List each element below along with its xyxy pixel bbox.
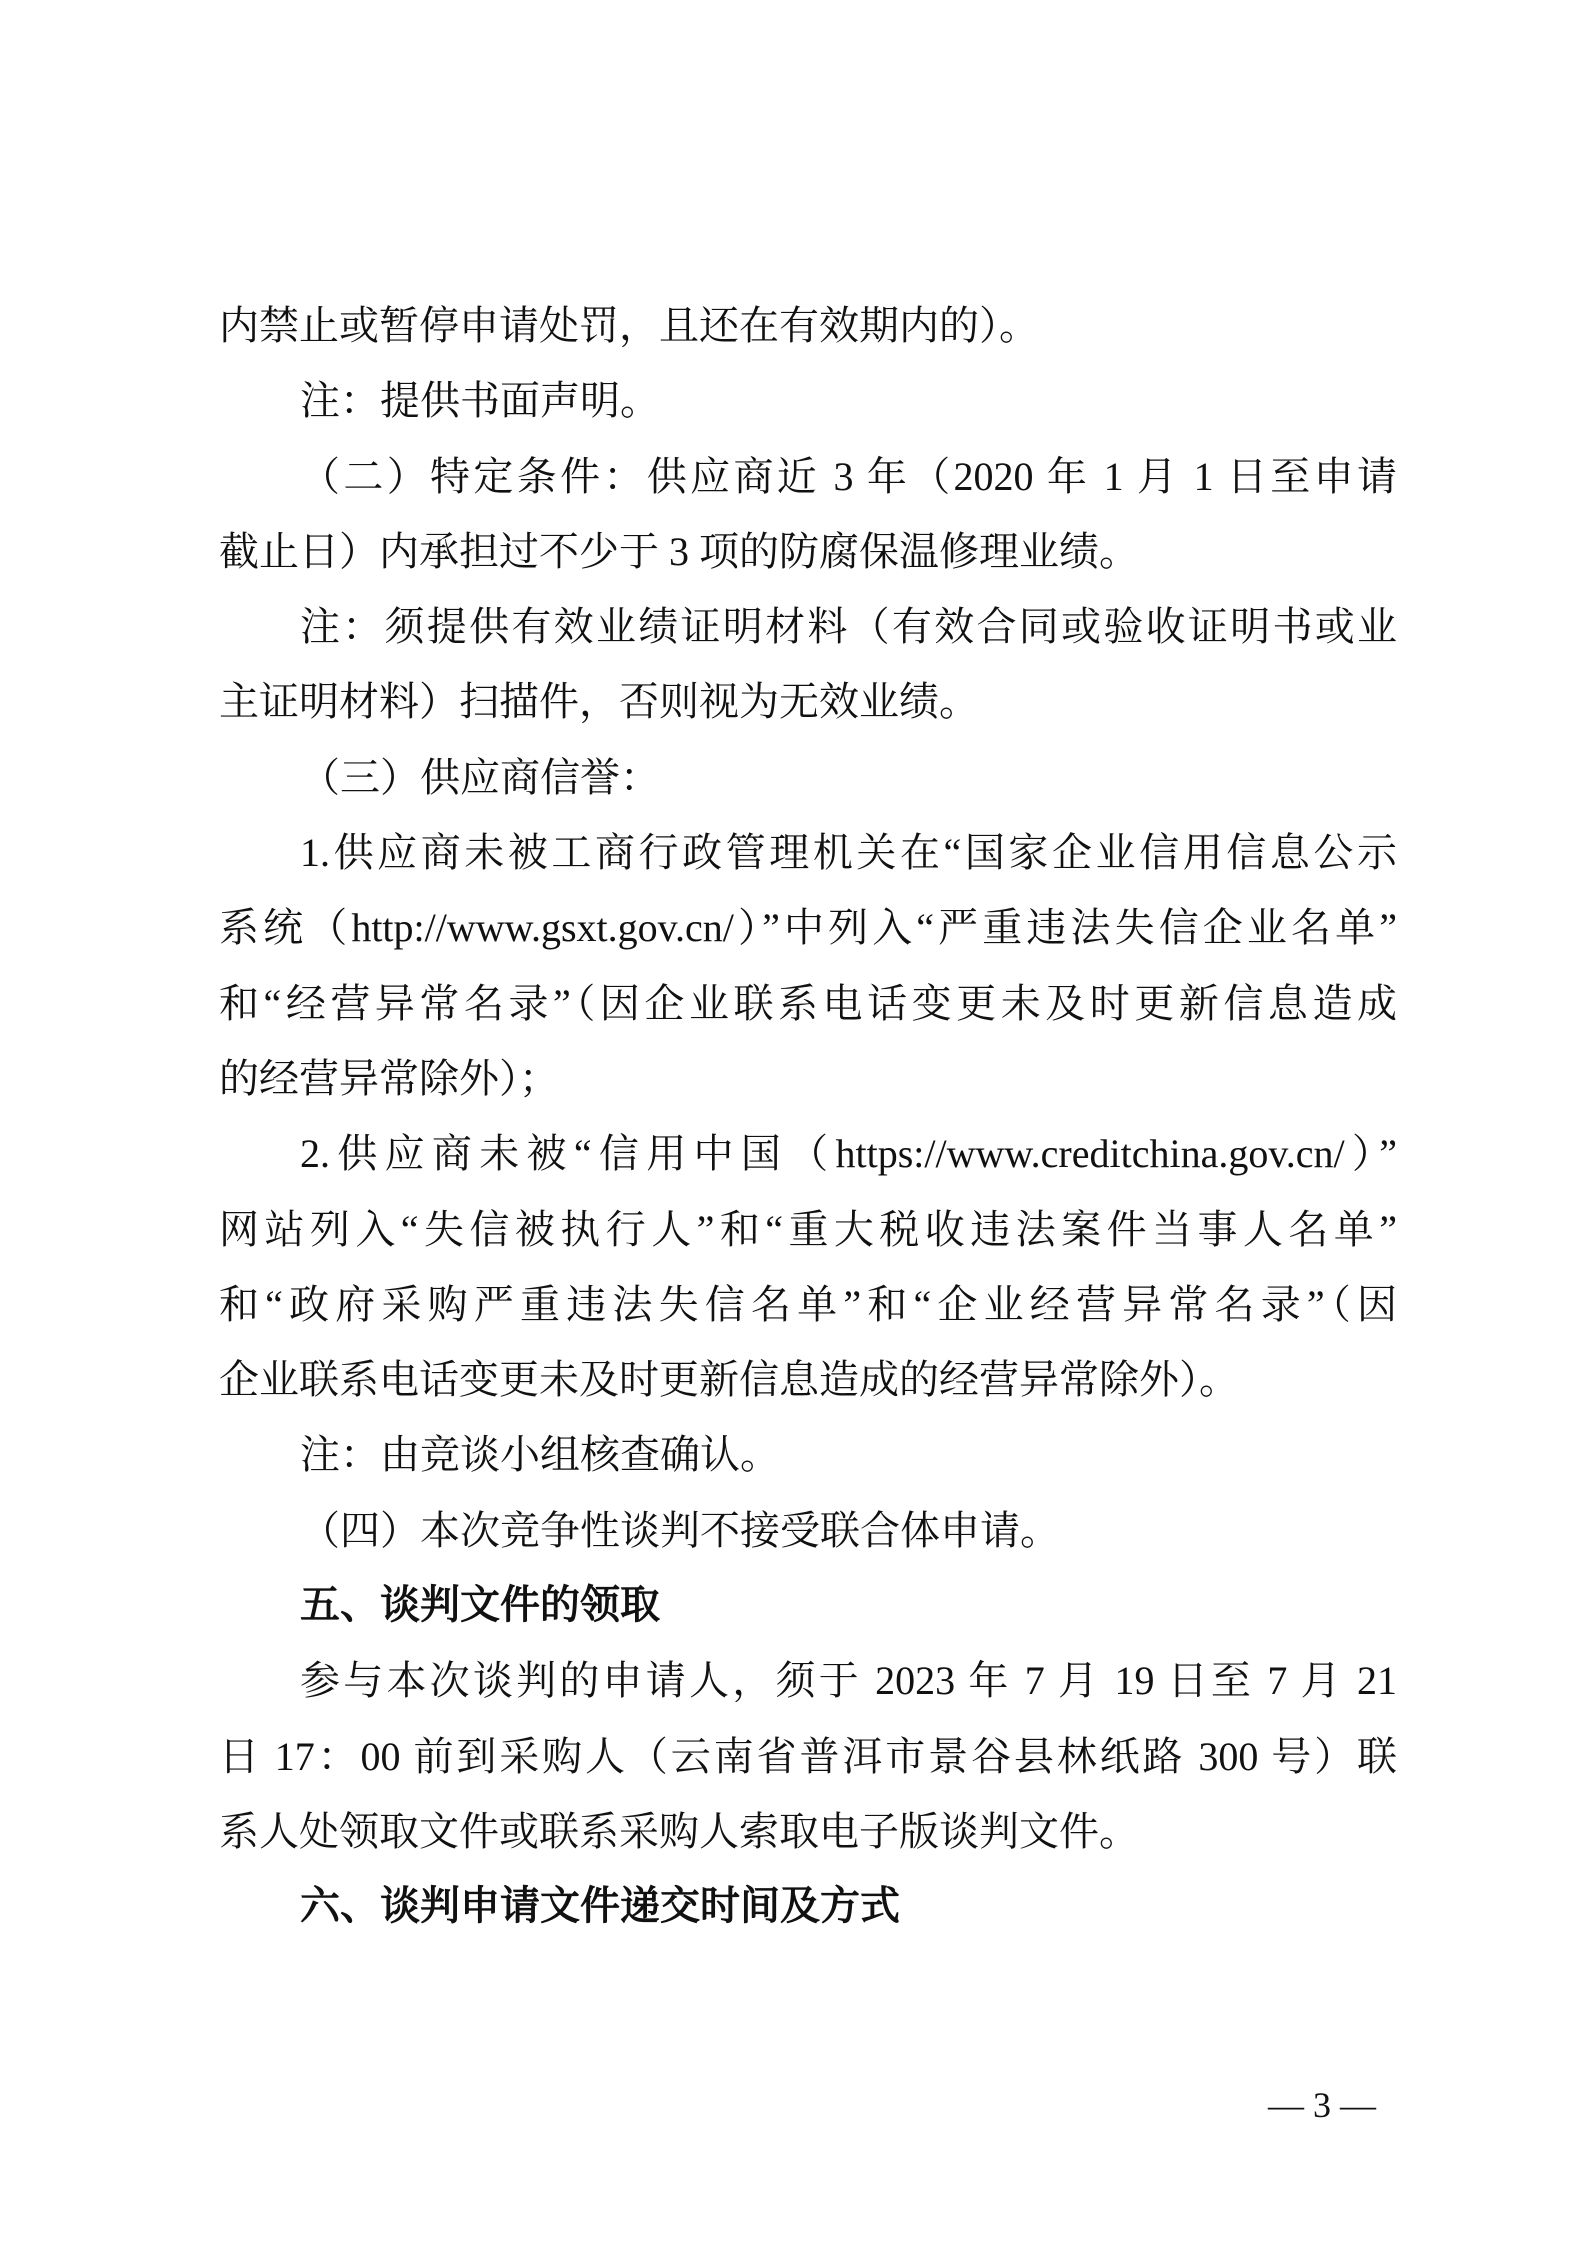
text-line: 系人处领取文件或联系采购人索取电子版谈判文件。 [219,1808,1139,1854]
text-line: （三）供应商信誉： [300,754,660,800]
text-line: 主证明材料）扫描件，否则视为无效业绩。 [219,679,979,725]
text-line: 网站列入“失信被执行人”和“重大税收违法案件当事人名单” [219,1206,1397,1252]
text-line: 的经营异常除外）； [219,1055,559,1101]
text-line: （二）特定条件：供应商近 3 年（2020 年 1 月 1 日至申请 [300,453,1397,499]
text-line: 和“经营异常名录”（因企业联系电话变更未及时更新信息造成 [219,980,1397,1026]
text-line: 截止日）内承担过不少于 3 项的防腐保温修理业绩。 [219,528,1139,574]
text-line: 注：提供书面声明。 [300,378,660,424]
text-line: 内禁止或暂停申请处罚，且还在有效期内的）。 [219,303,1039,348]
section-heading: 五、谈判文件的领取 [300,1583,660,1628]
text-line: 日 17：00 前到采购人（云南省普洱市景谷县林纸路 300 号）联 [219,1733,1397,1779]
text-line: （四）本次竞争性谈判不接受联合体申请。 [300,1507,1060,1553]
text-line: 企业联系电话变更未及时更新信息造成的经营异常除外）。 [219,1357,1239,1403]
document-body [219,288,1397,1945]
text-line: 参与本次谈判的申请人，须于 2023 年 7 月 19 日至 7 月 21 [300,1658,1397,1704]
page-number: — 3 — [1268,2085,1376,2125]
text-line: 1.供应商未被工商行政管理机关在“国家企业信用信息公示 [300,830,1397,876]
text-line: 和“政府采购严重违法失信名单”和“企业经营异常名录”（因 [219,1281,1397,1327]
section-heading: 六、谈判申请文件递交时间及方式 [300,1884,900,1929]
text-line: 注：须提供有效业绩证明材料（有效合同或验收证明书或业 [300,604,1397,650]
text-line: 注：由竞谈小组核查确认。 [300,1432,780,1478]
text-line: 系统（http://www.gsxt.gov.cn/）”中列入“严重违法失信企业名单” [219,905,1397,951]
text-line: 2.供应商未被“信用中国（https://www.creditchina.gov.cn/）” [300,1131,1397,1177]
